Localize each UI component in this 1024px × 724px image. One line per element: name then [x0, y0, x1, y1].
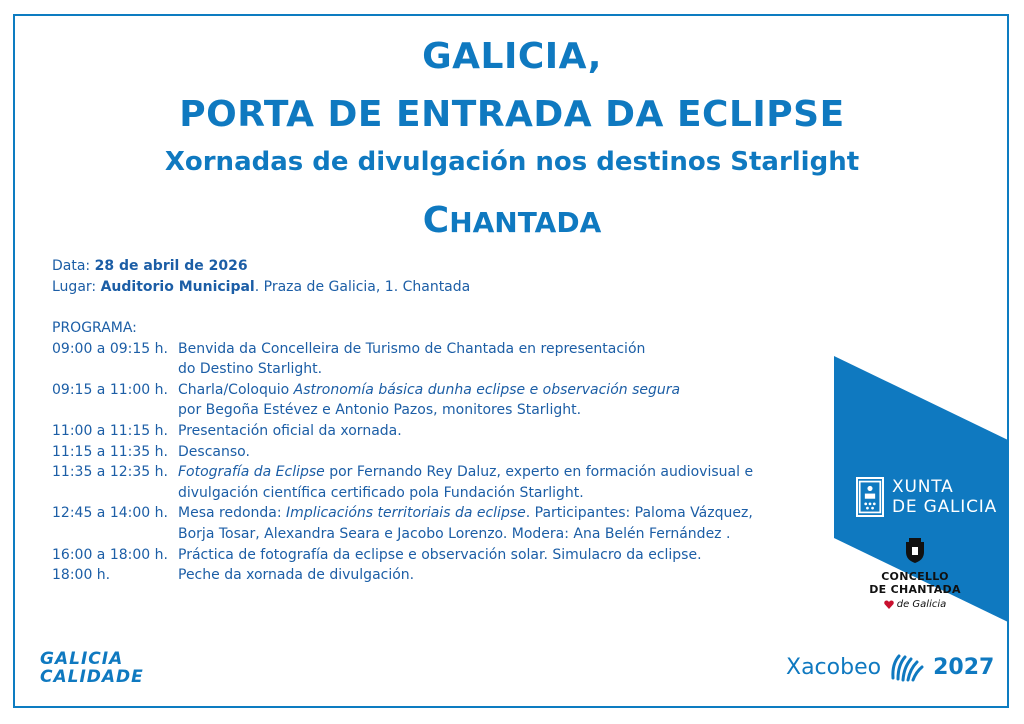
xunta-line-1: XUNTA — [892, 477, 954, 497]
title-line-1: GALICIA, — [422, 36, 602, 77]
programme-description: do Destino Starlight. — [178, 361, 323, 378]
programme-time: 09:00 a 09:15 h. — [52, 340, 168, 357]
xunta-de-galicia-logo — [856, 477, 997, 517]
programme-time: 11:15 a 11:35 h. — [52, 443, 168, 460]
programme-row — [52, 442, 753, 463]
city-title: CHANTADA — [422, 200, 602, 241]
xunta-line-2: DE GALICIA — [892, 497, 998, 517]
scallop-shell-icon — [889, 652, 925, 682]
programme-description: Presentación oficial da xornada. — [178, 422, 402, 439]
galicia-calidade-line-1: GALICIA — [40, 649, 124, 669]
xacobeo-logo — [786, 652, 994, 682]
programme-time: 11:00 a 11:15 h. — [52, 422, 168, 439]
programme — [52, 318, 753, 586]
programme-row — [52, 524, 753, 545]
programme-description: Descanso. — [178, 443, 250, 460]
concello-line-1: CONCELLO — [881, 570, 949, 583]
programme-description: divulgación científica certificado pola Fundación Starlight. — [178, 484, 584, 501]
programme-time: 09:15 a 11:00 h. — [52, 381, 168, 398]
title-line-2: PORTA DE ENTRADA DA ECLIPSE — [179, 94, 845, 135]
programme-row — [52, 545, 753, 566]
programme-row — [52, 380, 753, 401]
programme-description: Borja Tosar, Alexandra Seara e Jacobo Lorenzo. Modera: Ana Belén Fernández . — [178, 525, 731, 542]
programme-heading: PROGRAMA: — [52, 320, 137, 336]
programme-row — [52, 483, 753, 504]
programme-row — [52, 503, 753, 524]
xacobeo-year: 2027 — [933, 654, 995, 680]
programme-time: 12:45 a 14:00 h. — [52, 505, 168, 522]
programme-row — [52, 565, 753, 586]
event-place: Lugar: Auditorio Municipal. Praza de Galicia, 1. Chantada — [52, 279, 471, 295]
programme-time: 11:35 a 12:35 h. — [52, 464, 168, 481]
concello-tagline: de Galicia — [860, 599, 970, 610]
programme-description: Peche da xornada de divulgación. — [178, 567, 415, 584]
programme-row — [52, 421, 753, 442]
programme-time: 16:00 a 18:00 h. — [52, 546, 168, 563]
subtitle: Xornadas de divulgación nos destinos Starlight — [164, 147, 860, 177]
concello-chantada-logo — [860, 538, 970, 610]
event-date: Data: 28 de abril de 2026 — [52, 258, 248, 274]
programme-time: 18:00 h. — [52, 567, 111, 584]
heart-icon — [884, 600, 894, 609]
programme-row — [52, 400, 753, 421]
concello-shield-icon — [904, 538, 926, 564]
concello-line-2: DE CHANTADA — [869, 583, 961, 596]
programme-description: Fotografía da Eclipse por Fernando Rey Daluz, experto en formación audiovisual e — [178, 464, 754, 481]
programme-description: Mesa redonda: Implicacións territoriais da eclipse. Participantes: Paloma Vázquez, — [178, 505, 753, 522]
programme-description: Benvida da Concelleira de Turismo de Chantada en representación — [178, 340, 646, 357]
programme-description: Charla/Coloquio Astronomía básica dunha eclipse e observación segura — [178, 381, 681, 398]
programme-row — [52, 462, 753, 483]
programme-row — [52, 359, 753, 380]
galicia-calidade-logo — [40, 650, 144, 686]
galicia-calidade-line-2: CALIDADE — [40, 667, 144, 687]
programme-description: Práctica de fotografía da eclipse e observación solar. Simulacro da eclipse. — [178, 546, 702, 563]
programme-description: por Begoña Estévez e Antonio Pazos, monitores Starlight. — [178, 402, 582, 419]
programme-row — [52, 339, 753, 360]
xacobeo-word: Xacobeo — [786, 654, 882, 680]
xunta-shield-icon — [856, 477, 884, 517]
